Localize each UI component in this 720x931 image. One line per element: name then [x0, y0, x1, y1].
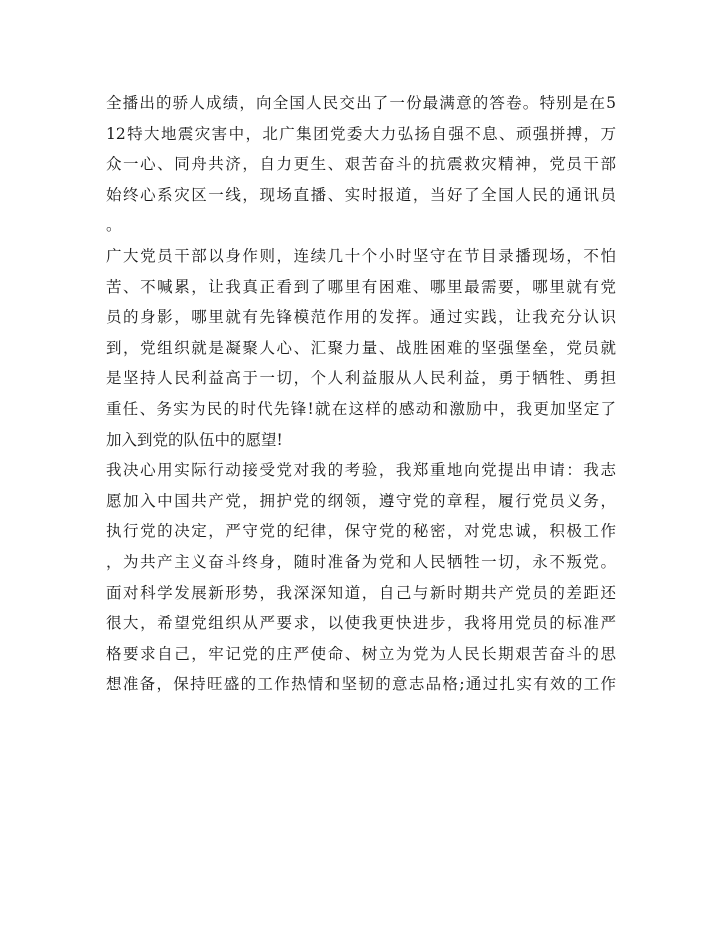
text-line: 想准备，保持旺盛的工作热情和坚韧的意志品格;通过扎实有效的工作 [106, 675, 616, 694]
text-line: 。 [106, 216, 122, 235]
text-line: 到，党组织就是凝聚人心、汇聚力量、战胜困难的坚强堡垒，党员就 [106, 338, 616, 357]
body-text [106, 88, 616, 700]
text-line: 始终心系灾区一线，现场直播、实时报道，当好了全国人民的通讯员 [106, 185, 616, 204]
text-line: 员的身影，哪里就有先锋模范作用的发挥。通过实践，让我充分认识 [106, 308, 616, 327]
text-line: 重任、务实为民的时代先锋!就在这样的感动和激励中，我更加坚定了 [106, 399, 616, 418]
text-line: 众一心、同舟共济，自力更生、艰苦奋斗的抗震救灾精神，党员干部 [106, 155, 616, 174]
text-line: 苦、不喊累，让我真正看到了哪里有困难、哪里最需要，哪里就有党 [106, 277, 616, 296]
text-line: 格要求自己，牢记党的庄严使命、树立为党为人民长期艰苦奋斗的思 [106, 644, 616, 663]
text-line: 广大党员干部以身作则，连续几十个小时坚守在节目录播现场，不怕 [106, 246, 616, 265]
text-line: 我决心用实际行动接受党对我的考验，我郑重地向党提出申请：我志 [106, 461, 616, 480]
text-line: 面对科学发展新形势，我深深知道，自己与新时期共产党员的差距还 [106, 583, 616, 602]
text-line: ，为共产主义奋斗终身，随时准备为党和人民牺牲一切，永不叛党。 [106, 552, 616, 571]
text-line: 加入到党的队伍中的愿望! [106, 430, 283, 449]
text-line: 执行党的决定，严守党的纪律，保守党的秘密，对党忠诚，积极工作 [106, 522, 616, 541]
text-line: 很大，希望党组织从严要求，以使我更快进步，我将用党员的标准严 [106, 614, 616, 633]
text-line: 愿加入中国共产党，拥护党的纲领，遵守党的章程，履行党员义务， [106, 491, 616, 510]
text-line: 全播出的骄人成绩，向全国人民交出了一份最满意的答卷。特别是在5 [106, 94, 616, 112]
text-line: 是坚持人民利益高于一切，个人利益服从人民利益，勇于牺牲、勇担 [106, 369, 616, 388]
text-line: 12特大地震灾害中，北广集团党委大力弘扬自强不息、顽强拼搏，万 [106, 124, 616, 143]
